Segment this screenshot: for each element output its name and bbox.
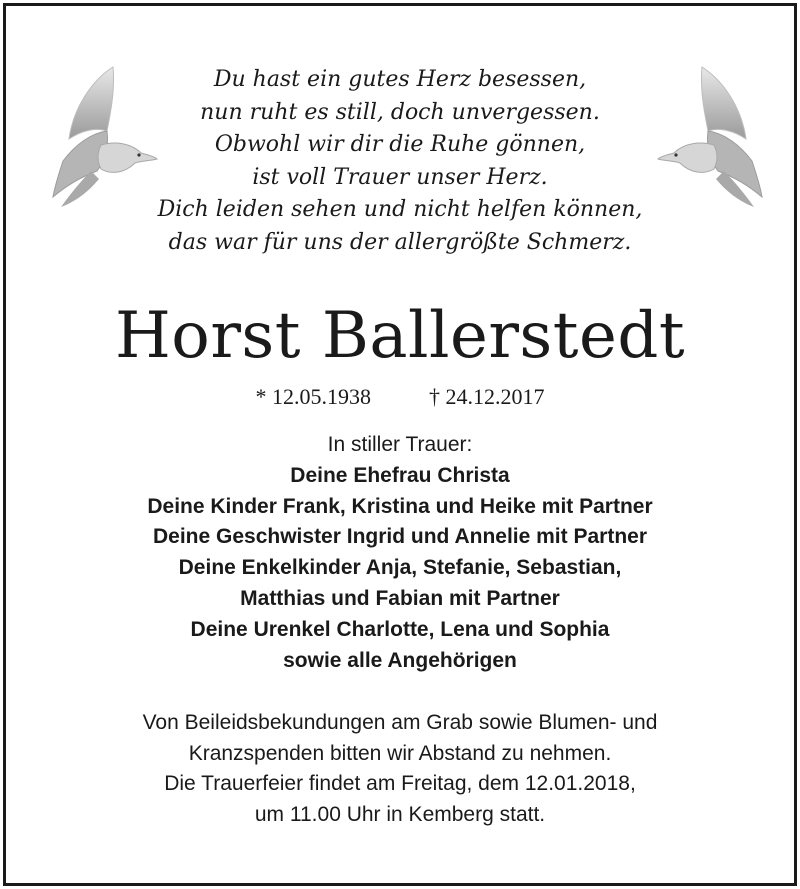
mourners-list bbox=[6, 430, 794, 676]
death-date: † 24.12.2017 bbox=[429, 384, 545, 409]
mourner-line: sowie alle Angehörigen bbox=[283, 648, 517, 672]
mourner-line: Deine Ehefrau Christa bbox=[290, 463, 510, 487]
birth-date: * 12.05.1938 bbox=[255, 384, 371, 409]
notice-line: Kranzspenden bitten wir Abstand zu nehmen. bbox=[188, 741, 612, 765]
mourner-line: Deine Kinder Frank, Kristina und Heike mit Partner bbox=[147, 494, 653, 518]
poem-line: Obwohl wir dir die Ruhe gönnen, bbox=[214, 132, 586, 157]
poem-line: Du hast ein gutes Herz besessen, bbox=[213, 67, 587, 92]
mourner-line: Deine Enkelkinder Anja, Stefanie, Sebastian, bbox=[178, 556, 622, 580]
mourner-line: Deine Geschwister Ingrid und Annelie mit Partner bbox=[153, 525, 647, 549]
funeral-notice bbox=[6, 708, 794, 830]
poem-line: das war für uns der allergrößte Schmerz. bbox=[168, 229, 632, 255]
deceased-name: Horst Ballerstedt bbox=[114, 299, 686, 373]
mourner-line: Deine Urenkel Charlotte, Lena und Sophia bbox=[190, 617, 610, 641]
poem-line: ist voll Trauer unser Herz. bbox=[252, 164, 548, 190]
notice-line: Die Trauerfeier findet am Freitag, dem 12.01.2018, bbox=[164, 772, 636, 795]
poem-line: Dich leiden sehen und nicht helfen können, bbox=[157, 197, 643, 222]
poem bbox=[6, 64, 794, 259]
mourners-intro: In stiller Trauer: bbox=[327, 433, 473, 456]
notice-line: Von Beileidsbekundungen am Grab sowie Blumen- und bbox=[142, 711, 658, 734]
notice-line: um 11.00 Uhr in Kemberg statt. bbox=[254, 802, 546, 826]
poem-line: nun ruht es still, doch unvergessen. bbox=[200, 99, 600, 125]
obituary-card bbox=[3, 3, 797, 886]
mourner-line: Matthias und Fabian mit Partner bbox=[240, 586, 560, 610]
life-dates bbox=[6, 384, 794, 410]
